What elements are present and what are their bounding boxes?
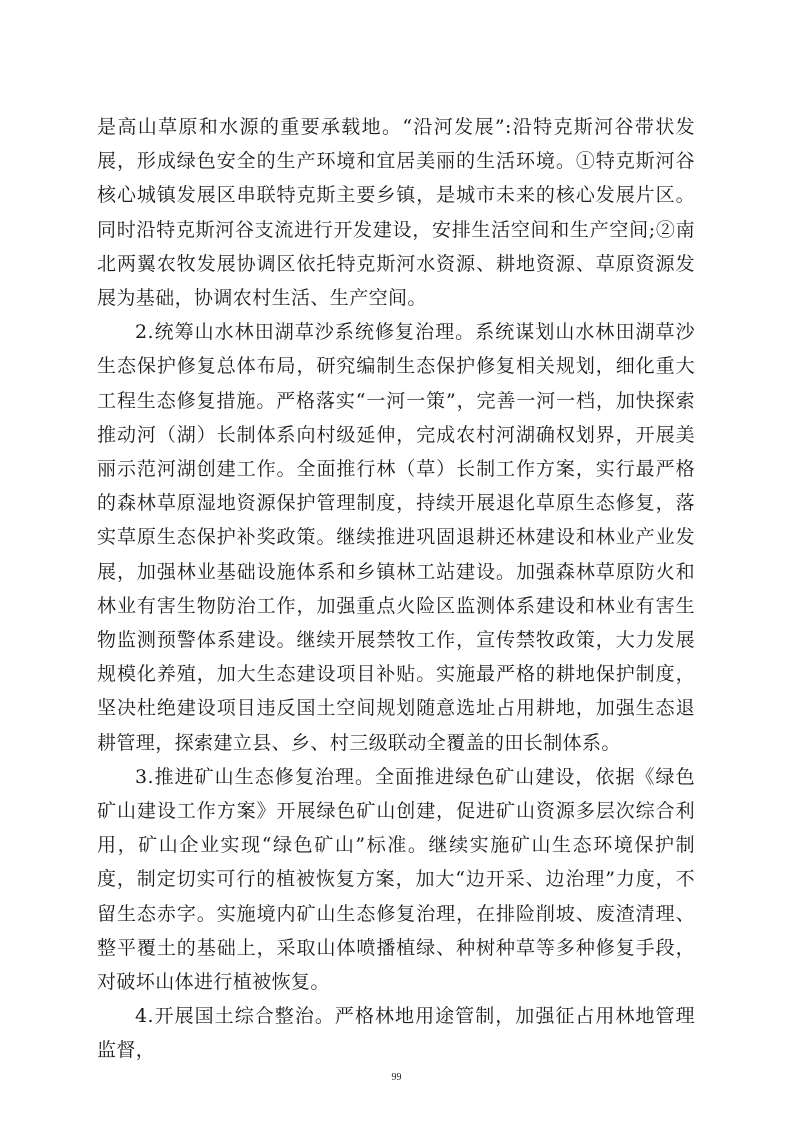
paragraph-mine-restoration: 3.推进矿山生态修复治理。全面推进绿色矿山建设，依据《绿色矿山建设工作方案》开展绿色矿山创建，促进矿山资源多层次综合利用，矿山企业实现“绿色矿山”标准。继续实施矿山生态环境保护制度，制定切实可行的植被恢复方案，加大“边开采、边治理”力度，不留生态赤字。实施境内矿山生态修复治理，在排险削坡、废渣清理、整平覆土的基础上，采取山体喷播植绿、种树种草等多种修复手段，对破坏山体进行植被恢复。 xyxy=(97,765,695,994)
paragraph-ecological-restoration: 2.统筹山水林田湖草沙系统修复治理。系统谋划山水林田湖草沙生态保护修复总体布局，研究编制生态保护修复相关规划，细化重大工程生态修复措施。严格落实“一河一策”，完善一河一档，加快探索推动河（湖）长制体系向村级延伸，完成农村河湖确权划界，开展美丽示范河湖创建工作。全面推行林（草）长制工作方案，实行最严格的森林草原湿地资源保护管理制度，持续开展退化草原生态修复，落实草原生态保护补奖政策。继续推进巩固退耕还林建设和林业产业发展，加强林业基础设施体系和乡镇林工站建设。加强森林草原防火和林业有害生物防治工作，加强重点火险区监测体系建设和林业有害生物监测预警体系建设。继续开展禁牧工作，宣传禁牧政策，大力发展规模化养殖，加大生态建设项目补贴。实施最严格的耕地保护制度，坚决杜绝建设项目违反国土空间规划随意选址占用耕地，加强生态退耕管理，探索建立县、乡、村三级联动全覆盖的田长制体系。 xyxy=(97,321,695,754)
paragraph-continuation: 是高山草原和水源的重要承载地。“沿河发展”:沿特克斯河谷带状发展，形成绿色安全的生产环境和宜居美丽的生活环境。①特克斯河谷核心城镇发展区串联特克斯主要乡镇，是城市未来的核心发展片区。同时沿特克斯河谷支流进行开发建设，安排生活空间和生产空间;②南北两翼农牧发展协调区依托特克斯河水资源、耕地资源、草原资源发展为基础，协调农村生活、生产空间。 xyxy=(97,116,695,310)
page-number: 99 xyxy=(391,1072,402,1083)
body-text xyxy=(97,110,695,1068)
paragraph-land-consolidation: 4.开展国土综合整治。严格林地用途管制，加强征占用林地管理监督， xyxy=(97,1005,695,1062)
